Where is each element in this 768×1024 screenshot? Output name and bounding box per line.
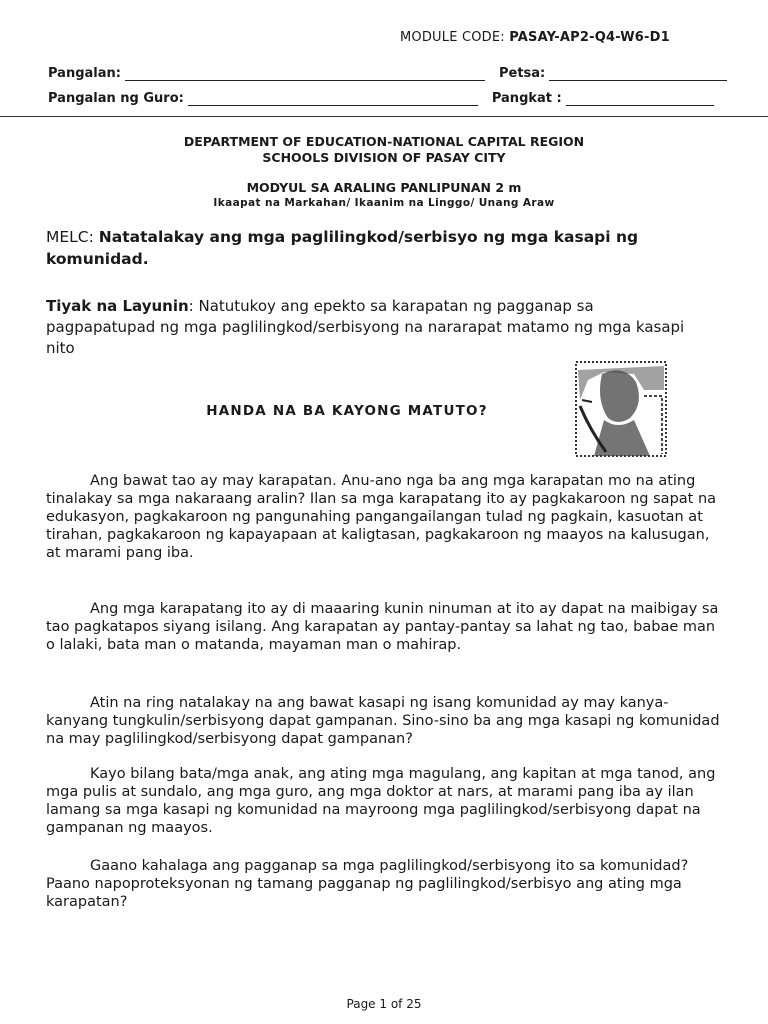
melc-text: Natatalakay ang mga paglilingkod/serbisyo ng mga kasapi ng komunidad. (46, 228, 639, 268)
paragraph-1-text: Ang bawat tao ay may karapatan. Anu-ano nga ba ang mga karapatan mo na ating tinalakay sa mga nakaraang aralin? Ilan sa mga karapatang ito ay pagkakaroon ng sapat na edukasyon, pagkakaroon ng pangunahing pangangailangan tulad ng pagkain, kasuotan at tirahan, pagkakaroon ng kapayapaan at kaligtasan, pagkakaroon ng maayos na kalusugan, at marami pang iba. (46, 473, 717, 561)
header-divider (0, 116, 768, 117)
paragraph-3 (46, 694, 722, 748)
objective-label: Tiyak na Layunin (46, 297, 189, 315)
teacher-label: Pangalan ng Guro: (48, 91, 184, 106)
paragraph-3-text: Atin na ring natalakay na ang bawat kasapi ng isang komunidad ay may kanya-kanyang tungkulin/serbisyong dapat gampanan. Sino-sino ba ang mga kasapi ng komunidad na may paglilingkod/serbisyong dapat gampanan? (46, 695, 720, 747)
name-field-row (48, 66, 727, 81)
section-label: Pangkat : (491, 91, 562, 106)
module-title: MODYUL SA ARALING PANLIPUNAN 2 m (246, 180, 522, 195)
paragraph-2 (46, 600, 722, 654)
section-title: HANDA NA BA KAYONG MATUTO? (206, 403, 488, 419)
module-code (400, 30, 670, 45)
teacher-field-row (48, 91, 714, 106)
quarter-subtitle: Ikaapat na Markahan/ Ikaanim na Linggo/ Unang Araw (213, 197, 555, 209)
division-title: SCHOOLS DIVISION OF PASAY CITY (262, 150, 506, 165)
paragraph-2-text: Ang mga karapatang ito ay di maaaring kunin ninuman at ito ay dapat na maibigay sa tao pagkatapos siyang isilang. Ang karapatan ay pantay-pantay sa lahat ng tao, babae man o lalaki, bata man o matanda, mayaman man o mahirap. (46, 601, 719, 653)
date-blank-line[interactable] (549, 68, 727, 81)
paragraph-4-text: Kayo bilang bata/mga anak, ang ating mga magulang, ang kapitan at mga tanod, ang mga pulis at sundalo, ang mga guro, ang mga doktor at nars, at marami pang iba ay ilan lamang sa mga kasapi ng komunidad na mayroong mga paglilingkod/serbisyong dapat na gampanan ng maayos. (46, 766, 716, 836)
objective-text: : Natutukoy ang epekto sa karapatan ng pagganap sa pagpapatupad ng mga paglilingkod/serbisyong na nararapat matamo ng mga kasapi nito (46, 297, 685, 357)
name-blank-line[interactable] (125, 68, 485, 81)
melc-statement (46, 226, 722, 270)
dept-title: DEPARTMENT OF EDUCATION-NATIONAL CAPITAL REGION (183, 134, 585, 149)
paragraph-4 (46, 765, 722, 837)
teacher-blank-line[interactable] (188, 93, 478, 106)
melc-label: MELC: (46, 228, 99, 246)
module-code-value: PASAY-AP2-Q4-W6-D1 (509, 30, 670, 45)
module-code-label: MODULE CODE: (400, 30, 510, 45)
name-label: Pangalan: (48, 66, 121, 81)
paragraph-1 (46, 472, 722, 562)
objective-statement (46, 296, 696, 359)
page-number: Page 1 of 25 (346, 997, 422, 1011)
paragraph-5 (46, 857, 722, 911)
thinking-child-photo (574, 360, 668, 458)
date-label: Petsa: (498, 66, 546, 81)
paragraph-5-text: Gaano kahalaga ang pagganap sa mga paglilingkod/serbisyong ito sa komunidad? Paano napoproteksyonan ng tamang pagganap ng paglilingkod/serbisyo ang ating mga karapatan? (46, 858, 689, 910)
section-blank-line[interactable] (566, 93, 714, 106)
